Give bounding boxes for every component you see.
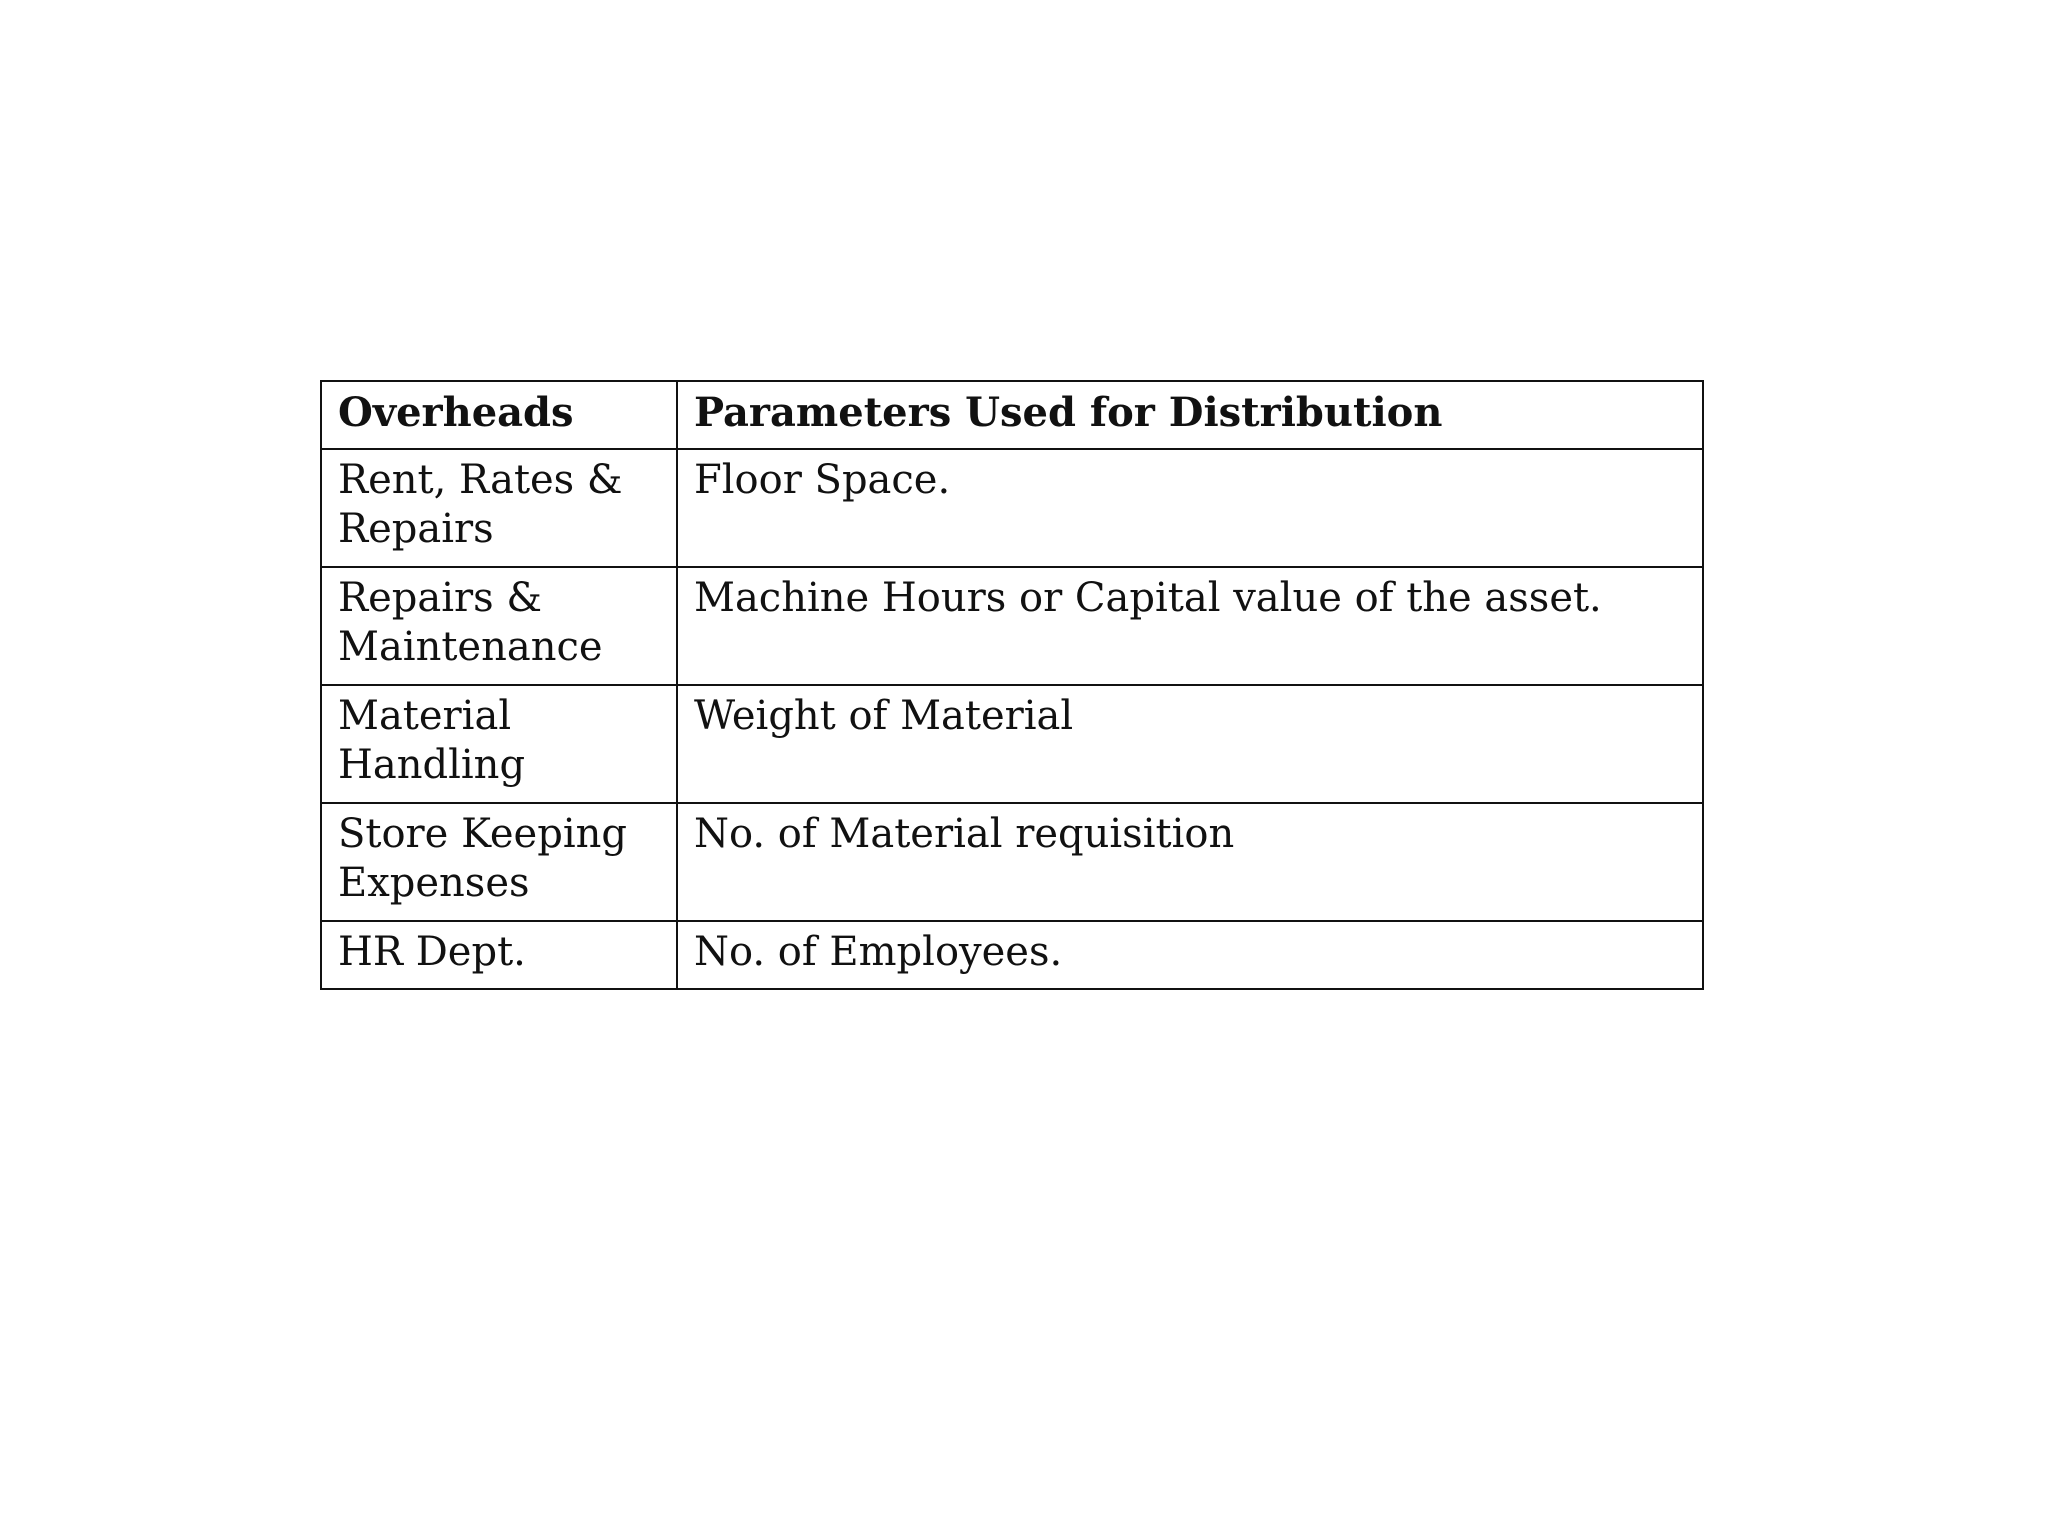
overhead-cell: Rent, Rates & Repairs [321,449,677,567]
overheads-distribution-table [320,380,1704,990]
header-parameters: Parameters Used for Distribution [677,381,1703,449]
overhead-cell: Store Keeping Expenses [321,803,677,921]
overhead-cell: Repairs & Maintenance [321,567,677,685]
overhead-cell: HR Dept. [321,921,677,989]
table-row [321,567,1703,685]
parameter-cell: Floor Space. [677,449,1703,567]
header-overheads: Overheads [321,381,677,449]
table-row [321,449,1703,567]
table-row [321,921,1703,989]
parameter-cell: No. of Material requisition [677,803,1703,921]
table-row [321,685,1703,803]
table-header-row [321,381,1703,449]
overhead-cell: Material Handling [321,685,677,803]
table-row [321,803,1703,921]
parameter-cell: Weight of Material [677,685,1703,803]
parameter-cell: No. of Employees. [677,921,1703,989]
parameter-cell: Machine Hours or Capital value of the asset. [677,567,1703,685]
